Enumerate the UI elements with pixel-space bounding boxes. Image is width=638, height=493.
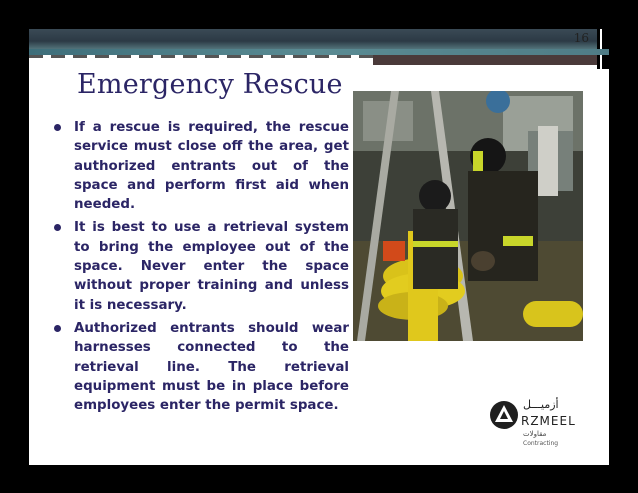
header-right-block bbox=[373, 55, 597, 65]
bullet-item bbox=[49, 319, 349, 415]
rescue-photo bbox=[353, 91, 583, 341]
logo-subtitle: Contracting bbox=[523, 440, 559, 447]
bullet-dot-icon bbox=[54, 224, 61, 231]
logo-name: RZMEEL bbox=[521, 414, 576, 428]
bullet-text: Authorized entrants should wear harnesses connected to the retrieval line. The retrieval equipment must be in place before employees enter the permit space. bbox=[74, 320, 349, 414]
logo-arabic-subtitle: مقاولات bbox=[523, 430, 547, 438]
bullet-dot-icon bbox=[54, 124, 61, 131]
page-number: 16 bbox=[573, 31, 589, 45]
slide bbox=[29, 29, 609, 465]
azmeel-logo bbox=[489, 400, 589, 450]
azmeel-logo-icon bbox=[489, 400, 519, 430]
bullet-list bbox=[49, 118, 349, 419]
slide-header-bar bbox=[29, 29, 609, 49]
slide-title: Emergency Rescue bbox=[77, 69, 343, 100]
bullet-text: If a rescue is required, the rescue service must close off the area, get authorized entrants out of the space and perform first aid when needed. bbox=[74, 120, 349, 213]
bullet-item bbox=[49, 218, 349, 314]
bullet-dot-icon bbox=[54, 325, 61, 332]
header-dash-divider bbox=[29, 55, 374, 58]
bullet-item bbox=[49, 118, 349, 214]
bullet-text: It is best to use a retrieval system to bring the employee out of the space. Never enter the space without proper training and unless it is necessary. bbox=[74, 220, 349, 313]
logo-arabic-name: أزميـــل bbox=[523, 398, 559, 411]
